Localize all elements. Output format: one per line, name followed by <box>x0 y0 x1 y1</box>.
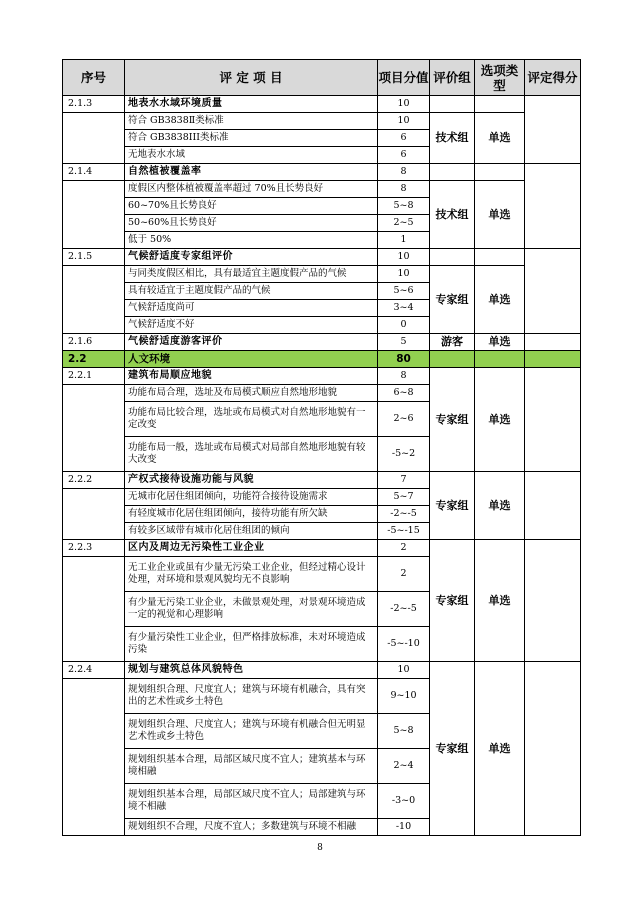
item-score: 6 <box>378 147 430 164</box>
type-cell: 单选 <box>475 368 525 472</box>
header-score: 项目分值 <box>378 60 430 96</box>
group-cell: 专家组 <box>430 662 475 836</box>
table-row <box>63 181 581 198</box>
row-number: 2.1.3 <box>63 96 125 113</box>
item-score: 10 <box>378 662 430 679</box>
item-title: 自然植被覆盖率 <box>125 164 378 181</box>
section-title: 人文环境 <box>125 351 378 368</box>
group-cell: 专家组 <box>430 472 475 540</box>
item-title: 气候舒适度专家组评价 <box>125 249 378 266</box>
item-option: 规划组织不合理，尺度不宜人；多数建筑与环境不相融 <box>125 819 378 836</box>
type-cell: 单选 <box>475 472 525 540</box>
item-option: 规划组织基本合理，局部区域尺度不宜人；局部建筑与环境不相融 <box>125 784 378 819</box>
item-score: -2~-5 <box>378 506 430 523</box>
header-item: 评 定 项 目 <box>125 60 378 96</box>
row-number: 2.2.2 <box>63 472 125 489</box>
item-score: -5~-10 <box>378 627 430 662</box>
item-option: 无工业企业或虽有少量无污染工业企业，但经过精心设计处理，对环境和景观风貌均无不良影响 <box>125 557 378 592</box>
item-title: 产权式接待设施功能与风貌 <box>125 472 378 489</box>
table-row <box>63 472 581 489</box>
item-score: 5~8 <box>378 714 430 749</box>
result-cell <box>525 540 581 662</box>
group-cell: 技术组 <box>430 181 475 249</box>
result-cell <box>525 472 581 540</box>
item-option: 气候舒适度尚可 <box>125 300 378 317</box>
item-option: 60~70%且长势良好 <box>125 198 378 215</box>
type-cell: 单选 <box>475 540 525 662</box>
type-cell: 单选 <box>475 181 525 249</box>
item-option: 功能布局合理，选址及布局模式顺应自然地形地貌 <box>125 385 378 402</box>
row-number: 2.1.6 <box>63 334 125 351</box>
item-score: 2 <box>378 557 430 592</box>
item-option: 具有较适宜于主题度假产品的气候 <box>125 283 378 300</box>
item-score: 5~8 <box>378 198 430 215</box>
row-number: 2.2.1 <box>63 368 125 385</box>
item-option: 度假区内整体植被覆盖率超过 70%且长势良好 <box>125 181 378 198</box>
result-cell <box>525 96 581 164</box>
table-row <box>63 662 581 679</box>
table-row <box>63 334 581 351</box>
item-score: -5~2 <box>378 437 430 472</box>
item-score: 5 <box>378 334 430 351</box>
item-score: 7 <box>378 472 430 489</box>
item-title: 区内及周边无污染性工业企业 <box>125 540 378 557</box>
result-cell <box>525 164 581 249</box>
item-option: 符合 GB3838Ⅱ类标准 <box>125 113 378 130</box>
item-score: 3~4 <box>378 300 430 317</box>
item-score: 2~6 <box>378 402 430 437</box>
table-row <box>63 164 581 181</box>
item-title: 建筑布局顺应地貌 <box>125 368 378 385</box>
table-row <box>63 368 581 385</box>
header-result: 评定得分 <box>525 60 581 96</box>
header-type: 选项类型 <box>475 60 525 96</box>
row-number: 2.1.4 <box>63 164 125 181</box>
item-score: 5~6 <box>378 283 430 300</box>
result-cell <box>525 368 581 472</box>
item-score: 10 <box>378 266 430 283</box>
item-score: 2 <box>378 540 430 557</box>
row-number: 2.1.5 <box>63 249 125 266</box>
item-score: 8 <box>378 181 430 198</box>
row-number: 2.2.4 <box>63 662 125 679</box>
item-option: 无城市化居住组团倾向，功能符合接待设施需求 <box>125 489 378 506</box>
row-number: 2.2.3 <box>63 540 125 557</box>
item-score: 10 <box>378 249 430 266</box>
table-row <box>63 540 581 557</box>
section-row <box>63 351 581 368</box>
table-row <box>63 249 581 266</box>
item-score: 9~10 <box>378 679 430 714</box>
item-score: 10 <box>378 96 430 113</box>
group-cell: 技术组 <box>430 113 475 164</box>
item-score: -2~-5 <box>378 592 430 627</box>
item-option: 规划组织合理、尺度宜人；建筑与环境有机融合但无明显艺术性或乡土特色 <box>125 714 378 749</box>
table-row <box>63 96 581 113</box>
item-option: 50~60%且长势良好 <box>125 215 378 232</box>
item-option: 符合 GB3838III类标准 <box>125 130 378 147</box>
item-option: 与同类度假区相比，具有最适宜主题度假产品的气候 <box>125 266 378 283</box>
result-cell <box>525 334 581 351</box>
item-option: 功能布局比较合理，选址或布局模式对自然地形地貌有一定改变 <box>125 402 378 437</box>
result-cell <box>525 662 581 836</box>
item-option: 功能布局一般，选址或布局模式对局部自然地形地貌有较大改变 <box>125 437 378 472</box>
item-title: 规划与建筑总体风貌特色 <box>125 662 378 679</box>
type-cell: 单选 <box>475 266 525 334</box>
item-score: -3~0 <box>378 784 430 819</box>
group-cell: 专家组 <box>430 266 475 334</box>
item-score: 2~5 <box>378 215 430 232</box>
header-group: 评价组 <box>430 60 475 96</box>
item-option: 有少量无污染工业企业，未做景观处理，对景观环境造成一定的视觉和心理影响 <box>125 592 378 627</box>
header-no: 序号 <box>63 60 125 96</box>
item-score: 8 <box>378 368 430 385</box>
section-score: 80 <box>378 351 430 368</box>
item-score: 2~4 <box>378 749 430 784</box>
item-score: -5~-15 <box>378 523 430 540</box>
result-cell <box>525 249 581 334</box>
group-cell: 游客 <box>430 334 475 351</box>
type-cell: 单选 <box>475 334 525 351</box>
item-option: 无地表水水域 <box>125 147 378 164</box>
item-score: 8 <box>378 164 430 181</box>
item-option: 低于 50% <box>125 232 378 249</box>
item-option: 规划组织基本合理，局部区域尺度不宜人；建筑基本与环境相融 <box>125 749 378 784</box>
item-score: 0 <box>378 317 430 334</box>
item-score: 6 <box>378 130 430 147</box>
type-cell: 单选 <box>475 113 525 164</box>
item-option: 有少量污染性工业企业，但严格排放标准，未对环境造成污染 <box>125 627 378 662</box>
item-title: 地表水水域环境质量 <box>125 96 378 113</box>
page-number: 8 <box>317 843 323 853</box>
item-option: 规划组织合理、尺度宜人；建筑与环境有机融合，具有突出的艺术性或乡土特色 <box>125 679 378 714</box>
table-row <box>63 113 581 130</box>
item-option: 气候舒适度不好 <box>125 317 378 334</box>
item-option: 有较多区域带有城市化居住组团的倾向 <box>125 523 378 540</box>
table-row <box>63 266 581 283</box>
item-option: 有轻度城市化居住组团倾向，接待功能有所欠缺 <box>125 506 378 523</box>
item-title: 气候舒适度游客评价 <box>125 334 378 351</box>
item-score: 6~8 <box>378 385 430 402</box>
evaluation-table <box>62 59 581 836</box>
group-cell: 专家组 <box>430 368 475 472</box>
item-score: 1 <box>378 232 430 249</box>
group-cell: 专家组 <box>430 540 475 662</box>
type-cell: 单选 <box>475 662 525 836</box>
item-score: 5~7 <box>378 489 430 506</box>
item-score: 10 <box>378 113 430 130</box>
section-number: 2.2 <box>63 351 125 368</box>
item-score: -10 <box>378 819 430 836</box>
